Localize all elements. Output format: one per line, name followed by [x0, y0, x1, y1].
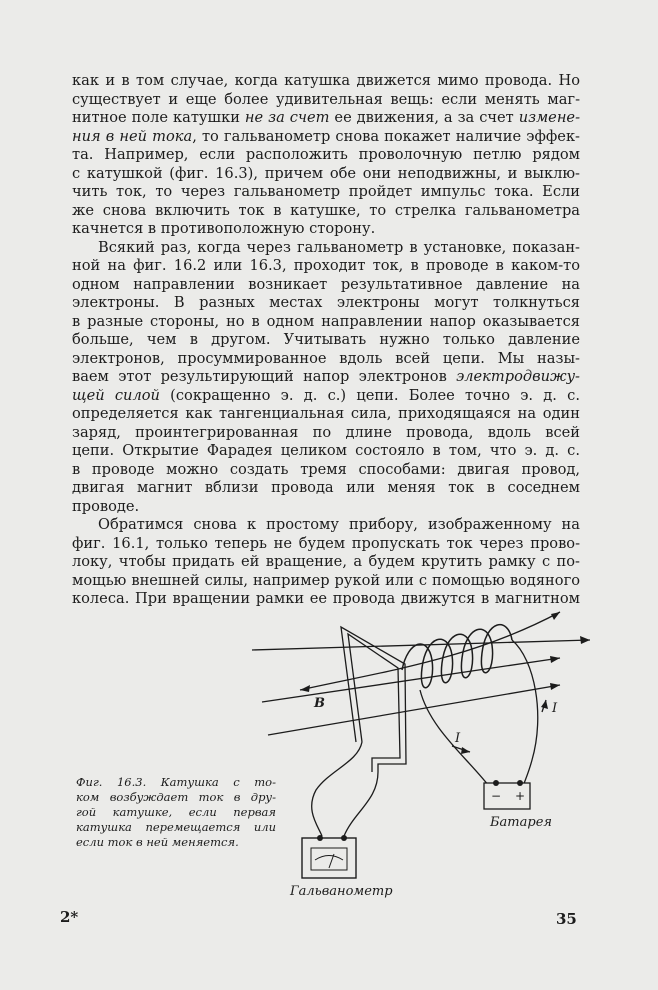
- text-line: [72, 239, 580, 258]
- caption-line: гой катушке, если первая: [76, 805, 276, 819]
- text-run: та. Например, если расположить проволочную петлю рядом: [72, 146, 580, 163]
- caption-line: катушка перемещается или: [76, 820, 276, 834]
- text-line: [72, 516, 580, 535]
- text-line: [72, 220, 580, 239]
- arrow-head: [541, 700, 548, 709]
- emphasis: щей силой: [72, 386, 160, 404]
- text-run: в проводе можно создать тремя способами: двигая провод,: [72, 460, 580, 478]
- text-line: [72, 202, 580, 221]
- text-run: цепи. Открытие Фарадея целиком состояло в том, что э. д. с.: [72, 442, 580, 459]
- text-line: [72, 535, 580, 554]
- galvanometer-lead: [344, 772, 378, 836]
- text-run: нитное поле катушки: [72, 109, 245, 126]
- text-run: электроны. В разных местах электроны могут толкнуться: [72, 294, 580, 311]
- page-number: 35: [556, 910, 577, 928]
- text-line: [72, 257, 580, 276]
- text-line: [72, 165, 580, 184]
- text-run: фиг. 16.1, только теперь не будем пропускать ток через прово-: [72, 534, 580, 552]
- text-run: ее движения, а за счет: [329, 109, 519, 126]
- text-run: как и в том случае, когда катушка движется мимо провода. Но: [72, 72, 580, 89]
- text-run: проводе.: [72, 497, 140, 515]
- text-run: Всякий раз, когда через гальванометр в установке, показан-: [98, 238, 580, 256]
- text-run: больше, чем в другом. Учитывать нужно только давление: [72, 331, 580, 348]
- text-run: локу, чтобы придать ей вращение, а будем крутить рамку с по-: [72, 553, 580, 570]
- text-run: заряд, проинтегрированная по длине провода, вдоль всей: [72, 423, 580, 441]
- caption-line: если ток в ней меняется.: [76, 835, 239, 849]
- emphasis: измене-: [518, 109, 580, 126]
- emphasis: ния в ней тока: [72, 127, 193, 145]
- text-run: определяется как тангенциальная сила, приходящаяся на один: [72, 405, 580, 422]
- wire-loop: [348, 634, 400, 772]
- battery-plus: +: [515, 789, 526, 803]
- arrow-head: [580, 636, 590, 644]
- battery: [484, 780, 530, 809]
- label-current-coil: I: [552, 701, 558, 716]
- text-run: чить ток, то через гальванометр пройдет импульс тока. Если: [72, 183, 580, 200]
- text-line: [72, 72, 580, 91]
- printer-signature: 2*: [60, 908, 79, 926]
- text-line: [72, 276, 580, 295]
- text-line: [72, 109, 580, 128]
- caption-line: Фиг. 16.3. Катушка с то-: [76, 775, 276, 789]
- text-line: [72, 183, 580, 202]
- text-run: существует и еще более удивительная вещь: если менять маг-: [72, 90, 580, 108]
- text-line: [72, 313, 580, 332]
- text-line: [72, 498, 580, 517]
- field-line: [268, 685, 560, 735]
- galvanometer-lead: [312, 742, 362, 836]
- wire-loop: [341, 627, 406, 772]
- text-line: [72, 146, 580, 165]
- field-line: [262, 658, 560, 702]
- text-run: с катушкой (фиг. 16.3), причем обе они неподвижны, и выклю-: [72, 164, 580, 182]
- text-line: [72, 461, 580, 480]
- emphasis: электродвижу-: [456, 368, 580, 385]
- text-line: [72, 294, 580, 313]
- text-run: одном направлении возникает результативное давление на: [72, 275, 580, 293]
- arrow-head: [550, 683, 560, 690]
- label-field-b: B: [314, 696, 325, 711]
- text-run: же снова включить ток в катушке, то стрелка гальванометра: [72, 201, 580, 219]
- text-run: (сокращенно э. д. с.) цепи. Более точно э. д. с.: [159, 386, 580, 404]
- text-run: качнется в противоположную сторону.: [72, 220, 376, 237]
- text-line: [72, 128, 580, 147]
- text-line: [72, 91, 580, 110]
- text-line: [72, 572, 580, 591]
- field-line: [252, 640, 590, 650]
- label-battery: Батарея: [490, 815, 553, 830]
- battery-minus: −: [491, 789, 502, 803]
- text-line: [72, 479, 580, 498]
- label-galvanometer: Гальванометр: [290, 884, 393, 899]
- text-line: [72, 424, 580, 443]
- arrow-head: [300, 685, 310, 692]
- figure-16-3: [230, 600, 630, 900]
- text-line: [72, 368, 580, 387]
- text-run: , то гальванометр снова покажет наличие эффек-: [192, 127, 580, 145]
- text-line: [72, 553, 580, 572]
- arrow-head: [551, 612, 560, 620]
- text-run: колеса. При вращении рамки ее провода движутся в магнитном: [72, 590, 580, 607]
- text-line: [72, 331, 580, 350]
- emphasis: не за счет: [244, 109, 330, 126]
- label-current-wire: I: [455, 731, 461, 746]
- text-line: [72, 350, 580, 369]
- caption-line: ком возбуждает ток в дру-: [76, 790, 276, 804]
- text-run: двигая магнит вблизи провода или меняя ток в соседнем: [72, 479, 580, 496]
- body-text: [72, 72, 580, 609]
- text-run: электронов, просуммированное вдоль всей цепи. Мы назы-: [72, 349, 580, 367]
- text-line: [72, 387, 580, 406]
- text-run: Обратимся снова к простому прибору, изображенному на: [98, 516, 580, 533]
- text-run: ной на фиг. 16.2 или 16.3, проходит ток, в проводе в каком-то: [72, 257, 580, 274]
- text-run: ваем этот результирующий напор электронов: [72, 368, 457, 385]
- arrow-head: [461, 747, 470, 754]
- text-run: в разные стороны, но в одном направлении напор оказывается: [72, 312, 580, 330]
- arrow-head: [550, 656, 560, 663]
- text-run: мощью внешней силы, например рукой или с помощью водяного: [72, 571, 580, 589]
- text-line: [72, 405, 580, 424]
- text-line: [72, 442, 580, 461]
- galvanometer: [302, 835, 356, 878]
